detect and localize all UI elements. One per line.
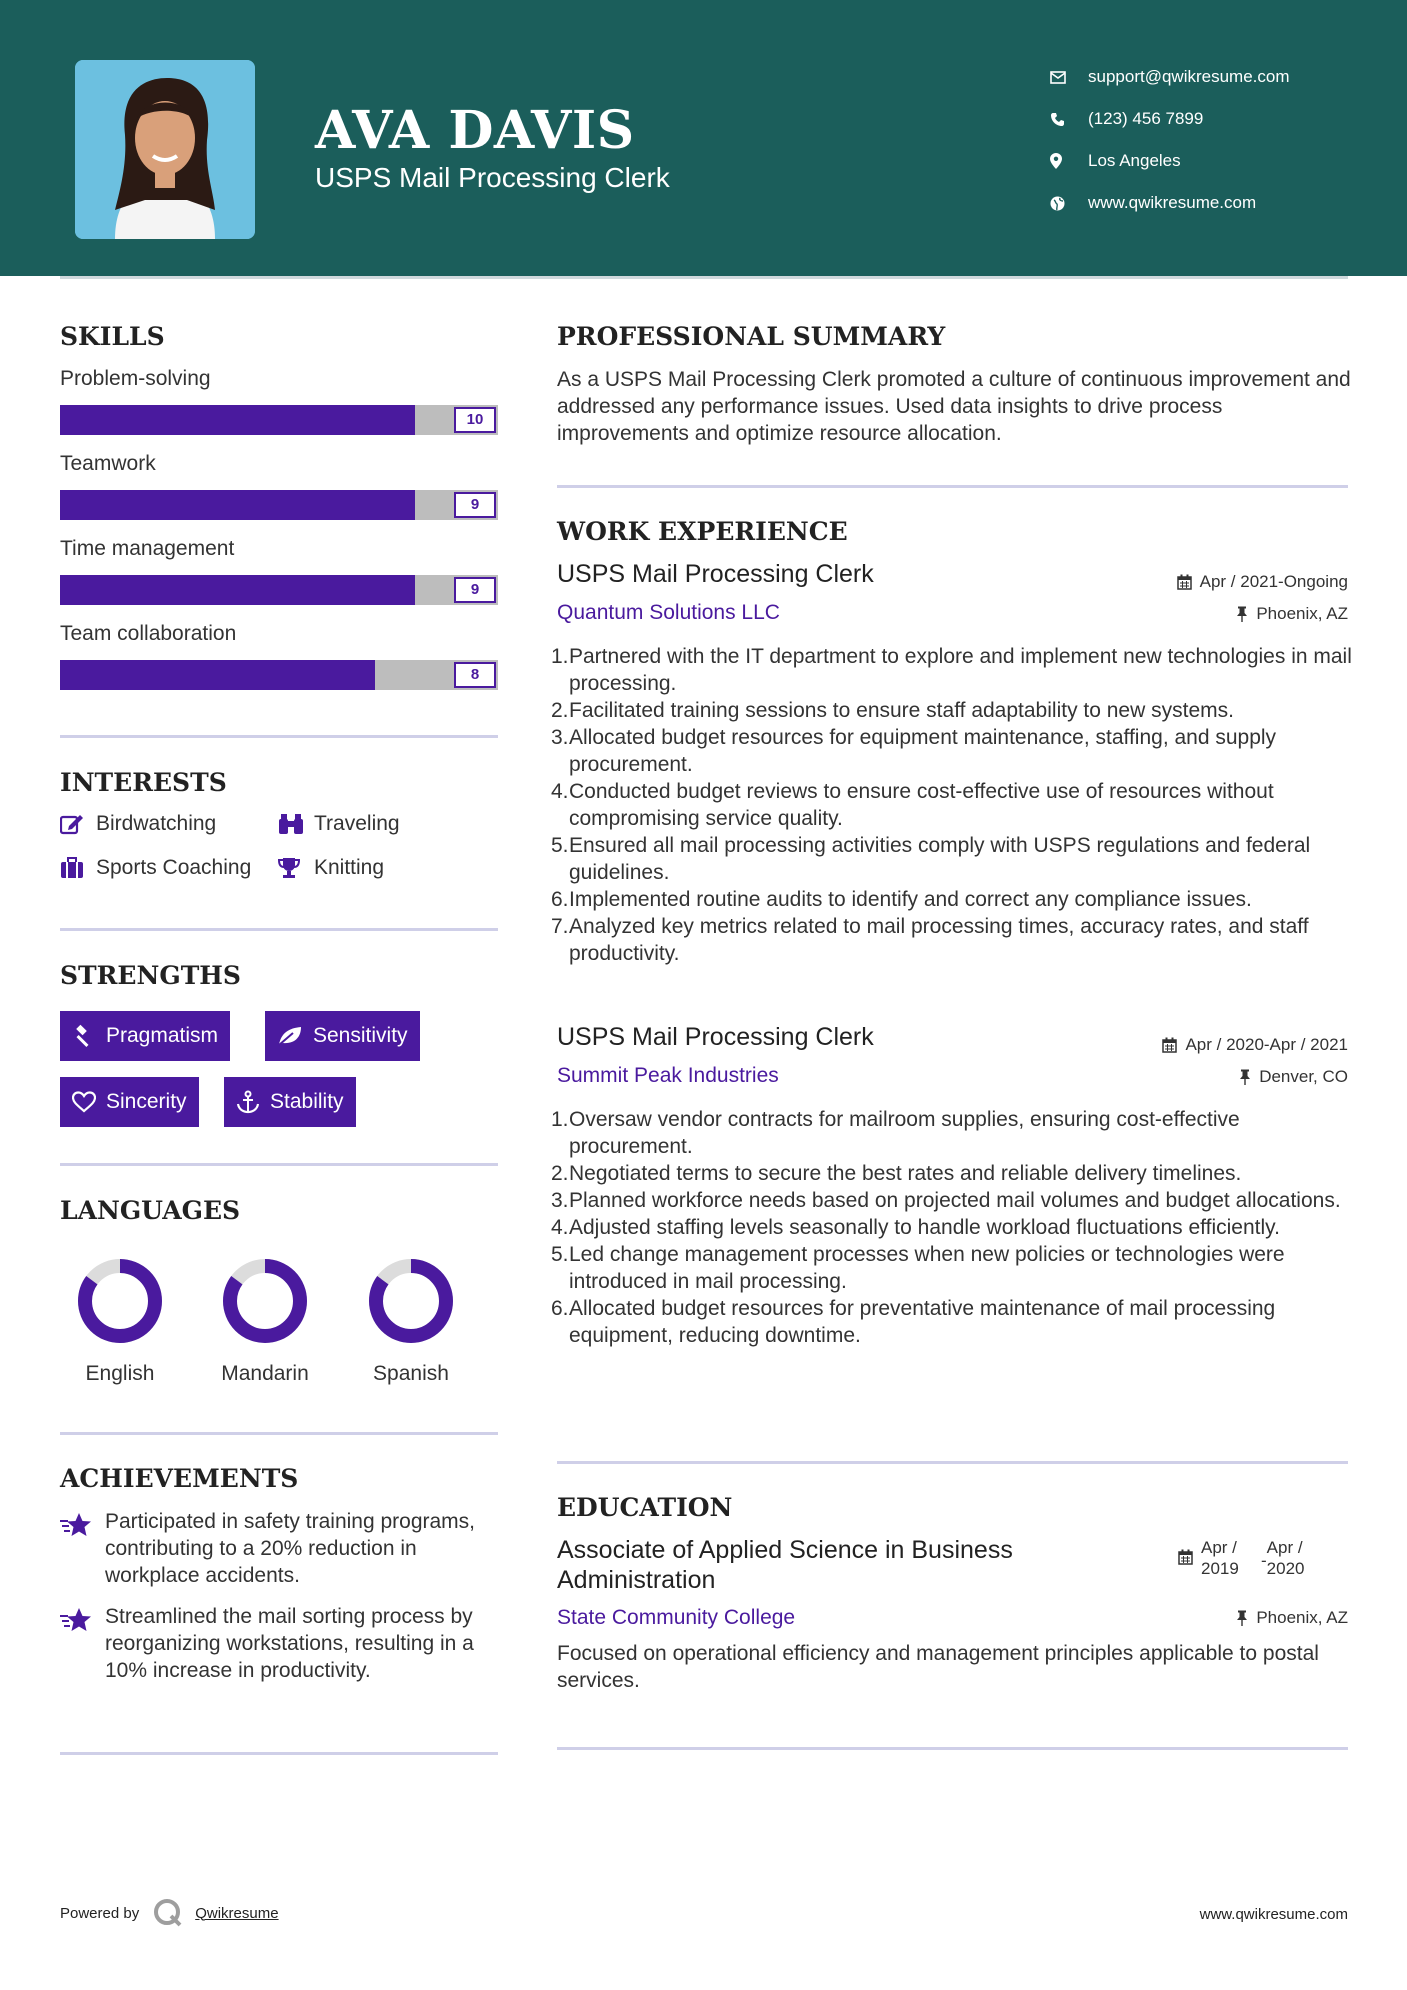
languages-heading: LANGUAGES bbox=[60, 1196, 241, 1225]
qwikresume-logo-icon bbox=[153, 1898, 183, 1928]
header-divider bbox=[60, 276, 1348, 279]
job-dates-text: Apr / 2021-Ongoing bbox=[1199, 572, 1348, 591]
interest-label: Birdwatching bbox=[96, 812, 217, 835]
contact-location-text: Los Angeles bbox=[1088, 151, 1181, 170]
edit-icon bbox=[60, 813, 96, 835]
school-name: State Community College bbox=[557, 1606, 796, 1629]
contact-email[interactable] bbox=[1050, 56, 1290, 98]
heart-icon bbox=[72, 1091, 96, 1113]
pushpin-icon bbox=[1236, 1610, 1248, 1626]
bullet-text: Planned workforce needs based on projected mail volumes and budget allocations. bbox=[569, 1189, 1341, 1212]
candidate-name: AVA DAVIS bbox=[315, 100, 635, 161]
education-end-month: Apr / bbox=[1266, 1538, 1303, 1557]
experience-heading: WORK EXPERIENCE bbox=[557, 517, 848, 546]
candidate-title: USPS Mail Processing Clerk bbox=[315, 162, 670, 193]
bullet-text: Allocated budget resources for equipment maintenance, staffing, and supply procurement. bbox=[569, 726, 1277, 776]
bullet-item: 5. Ensured all mail processing activities comply with USPS regulations and federal guidelines. bbox=[557, 832, 1352, 886]
job-bullets bbox=[551, 1106, 1352, 1349]
strength-label: Sensitivity bbox=[313, 1024, 408, 1047]
bullet-text: Ensured all mail processing activities comply with USPS regulations and federal guidelines. bbox=[569, 834, 1311, 884]
footer-powered-by bbox=[60, 1898, 279, 1928]
bullet-text: Implemented routine audits to identify and correct any compliance issues. bbox=[569, 888, 1252, 911]
section-divider bbox=[60, 1752, 498, 1755]
achievement-text: Streamlined the mail sorting process by reorganizing workstations, resulting in a 10% increase in productivity. bbox=[105, 1605, 474, 1682]
skill-label: Team collaboration bbox=[60, 622, 237, 645]
profile-photo bbox=[75, 60, 255, 239]
contact-website[interactable] bbox=[1050, 182, 1290, 224]
company-name: Summit Peak Industries bbox=[557, 1064, 779, 1087]
strength-badge bbox=[265, 1011, 420, 1061]
bullet-item: 1. Partnered with the IT department to explore and implement new technologies in mail processing. bbox=[551, 645, 1352, 695]
strength-label: Stability bbox=[270, 1090, 344, 1113]
powered-by-text: Powered by bbox=[60, 1904, 140, 1922]
strength-badge bbox=[224, 1077, 356, 1127]
job-dates-text: Apr / 2020-Apr / 2021 bbox=[1185, 1035, 1348, 1054]
phone-icon bbox=[1050, 112, 1088, 127]
skill-label: Problem-solving bbox=[60, 367, 211, 390]
skill-score: 10 bbox=[454, 407, 496, 433]
job-role: USPS Mail Processing Clerk bbox=[557, 1023, 874, 1051]
education-heading: EDUCATION bbox=[557, 1493, 733, 1522]
education-start bbox=[1201, 1537, 1261, 1579]
envelope-icon bbox=[1050, 71, 1088, 84]
skills-heading: SKILLS bbox=[60, 322, 165, 351]
strength-label: Pragmatism bbox=[106, 1024, 219, 1047]
skill-bar-fill bbox=[60, 575, 415, 605]
interest-label: Sports Coaching bbox=[96, 856, 252, 879]
education-date-separator: - bbox=[1261, 1551, 1267, 1570]
bullet-item: 3. Planned workforce needs based on projected mail volumes and budget allocations. bbox=[551, 1189, 1341, 1212]
job-location bbox=[1236, 604, 1348, 624]
bullet-item: 4. Adjusted staffing levels seasonally to handle workload fluctuations efficiently. bbox=[551, 1216, 1280, 1239]
contact-list bbox=[1050, 56, 1290, 224]
education-location bbox=[1236, 1608, 1348, 1628]
education-end bbox=[1267, 1537, 1327, 1579]
strength-label: Sincerity bbox=[106, 1090, 187, 1113]
section-divider bbox=[60, 928, 498, 931]
skill-bar bbox=[60, 660, 498, 690]
bullet-item: 4. Conducted budget reviews to ensure cost-effective use of resources without compromising service quality. bbox=[557, 778, 1352, 832]
contact-email-text: support@qwikresume.com bbox=[1088, 67, 1290, 86]
bullet-item: 6. Allocated budget resources for preventative maintenance of mail processing equipment, reducing downtime. bbox=[557, 1295, 1352, 1349]
anchor-icon bbox=[236, 1090, 260, 1114]
binoculars-icon bbox=[278, 813, 314, 835]
education-location-text: Phoenix, AZ bbox=[1256, 1608, 1348, 1627]
skill-bar bbox=[60, 405, 498, 435]
achievement-item bbox=[60, 1508, 500, 1589]
bullet-text: Facilitated training sessions to ensure staff adaptability to new systems. bbox=[569, 699, 1234, 722]
bullet-text: Led change management processes when new policies or technologies were introduced in mail processing. bbox=[569, 1243, 1285, 1293]
education-description: Focused on operational efficiency and management principles applicable to postal services. bbox=[557, 1642, 1319, 1692]
interest-label: Knitting bbox=[314, 856, 385, 879]
job-location bbox=[1239, 1067, 1348, 1087]
leaf-icon bbox=[277, 1025, 303, 1047]
skill-label: Time management bbox=[60, 537, 235, 560]
pushpin-icon bbox=[1239, 1069, 1251, 1085]
section-divider bbox=[557, 1461, 1348, 1464]
qwikresume-link[interactable]: Qwikresume bbox=[195, 1904, 279, 1922]
degree-title: Associate of Applied Science in Business Administration bbox=[557, 1536, 1013, 1594]
skill-bar bbox=[60, 490, 498, 520]
briefcase-icon bbox=[60, 857, 96, 879]
contact-website-text: www.qwikresume.com bbox=[1088, 193, 1257, 212]
job-role: USPS Mail Processing Clerk bbox=[557, 560, 874, 588]
contact-phone-text: (123) 456 7899 bbox=[1088, 109, 1204, 128]
job-dates bbox=[1162, 1035, 1348, 1055]
education-start-month: Apr / bbox=[1201, 1538, 1237, 1557]
education-end-year: 2020 bbox=[1266, 1559, 1305, 1578]
job-dates bbox=[1177, 572, 1348, 592]
calendar-icon bbox=[1162, 1037, 1177, 1053]
job-location-text: Phoenix, AZ bbox=[1256, 604, 1348, 623]
education-dates bbox=[1178, 1537, 1327, 1579]
map-marker-icon bbox=[1050, 153, 1088, 169]
skill-bar bbox=[60, 575, 498, 605]
section-divider bbox=[557, 1747, 1348, 1750]
globe-icon bbox=[1050, 196, 1088, 211]
section-divider bbox=[60, 735, 498, 738]
education-start-year: 2019 bbox=[1201, 1559, 1239, 1578]
section-divider bbox=[60, 1432, 498, 1435]
skill-bar-fill bbox=[60, 405, 415, 435]
bullet-text: Negotiated terms to secure the best rates and reliable delivery timelines. bbox=[569, 1162, 1242, 1185]
interest-item bbox=[60, 856, 251, 880]
interest-item bbox=[278, 856, 384, 880]
bullet-item: 5. Led change management processes when new policies or technologies were introduced in mail processing. bbox=[557, 1241, 1352, 1295]
strength-badge bbox=[60, 1011, 230, 1061]
summary-heading: PROFESSIONAL SUMMARY bbox=[557, 322, 946, 351]
skill-score: 9 bbox=[454, 492, 496, 518]
bullet-text: Oversaw vendor contracts for mailroom supplies, ensuring cost-effective procurement. bbox=[569, 1108, 1240, 1158]
job-location-text: Denver, CO bbox=[1259, 1067, 1348, 1086]
language-label: English bbox=[85, 1362, 155, 1385]
trophy-icon bbox=[278, 857, 314, 879]
skill-score: 9 bbox=[454, 577, 496, 603]
pushpin-icon bbox=[1236, 606, 1248, 622]
interest-label: Traveling bbox=[314, 812, 400, 835]
summary-text: As a USPS Mail Processing Clerk promoted a culture of continuous improvement and addressed any performance issues. Used data insights to drive process improvements and optimize resource allocation. bbox=[557, 368, 1351, 445]
header-banner bbox=[0, 0, 1407, 276]
calendar-icon bbox=[1178, 1549, 1193, 1565]
language-label: Spanish bbox=[373, 1362, 449, 1385]
section-divider bbox=[557, 485, 1348, 488]
language-donut bbox=[77, 1258, 163, 1344]
company-name: Quantum Solutions LLC bbox=[557, 601, 780, 624]
skill-label: Teamwork bbox=[60, 452, 156, 475]
bullet-item: 1. Oversaw vendor contracts for mailroom supplies, ensuring cost-effective procurement. bbox=[557, 1106, 1352, 1160]
language-donut bbox=[368, 1258, 454, 1344]
language-label: Mandarin bbox=[221, 1362, 309, 1385]
star-icon bbox=[60, 1508, 105, 1589]
footer-website[interactable]: www.qwikresume.com bbox=[1199, 1906, 1348, 1923]
achievements-heading: ACHIEVEMENTS bbox=[60, 1464, 299, 1493]
skill-score: 8 bbox=[454, 662, 496, 688]
star-icon bbox=[60, 1603, 105, 1684]
interests-heading: INTERESTS bbox=[60, 768, 227, 797]
language-donut bbox=[222, 1258, 308, 1344]
bullet-text: Partnered with the IT department to explore and implement new technologies in mail processing. bbox=[569, 645, 1352, 695]
bullet-item: 7. Analyzed key metrics related to mail processing times, accuracy rates, and staff productivity. bbox=[557, 913, 1352, 967]
interest-item bbox=[278, 812, 400, 836]
bullet-item: 6. Implemented routine audits to identify and correct any compliance issues. bbox=[551, 888, 1252, 911]
gavel-icon bbox=[72, 1024, 96, 1048]
bullet-text: Conducted budget reviews to ensure cost-effective use of resources without compromising service quality. bbox=[569, 780, 1274, 830]
section-divider bbox=[60, 1163, 498, 1166]
skill-bar-fill bbox=[60, 490, 415, 520]
bullet-item: 3. Allocated budget resources for equipment maintenance, staffing, and supply procurement. bbox=[557, 724, 1352, 778]
bullet-item: 2. Facilitated training sessions to ensure staff adaptability to new systems. bbox=[551, 699, 1234, 722]
bullet-text: Adjusted staffing levels seasonally to handle workload fluctuations efficiently. bbox=[569, 1216, 1280, 1239]
strengths-heading: STRENGTHS bbox=[60, 961, 241, 990]
job-bullets bbox=[551, 643, 1352, 967]
bullet-item: 2. Negotiated terms to secure the best rates and reliable delivery timelines. bbox=[551, 1162, 1242, 1185]
interest-item bbox=[60, 812, 216, 836]
calendar-icon bbox=[1177, 574, 1192, 590]
achievement-item bbox=[60, 1603, 500, 1684]
contact-phone[interactable] bbox=[1050, 98, 1290, 140]
achievement-text: Participated in safety training programs, contributing to a 20% reduction in workplace accidents. bbox=[105, 1510, 476, 1587]
bullet-text: Allocated budget resources for preventative maintenance of mail processing equipment, reducing downtime. bbox=[569, 1297, 1276, 1347]
skill-bar-fill bbox=[60, 660, 375, 690]
strength-badge bbox=[60, 1077, 199, 1127]
contact-location bbox=[1050, 140, 1290, 182]
bullet-text: Analyzed key metrics related to mail processing times, accuracy rates, and staff productivity. bbox=[569, 915, 1309, 965]
